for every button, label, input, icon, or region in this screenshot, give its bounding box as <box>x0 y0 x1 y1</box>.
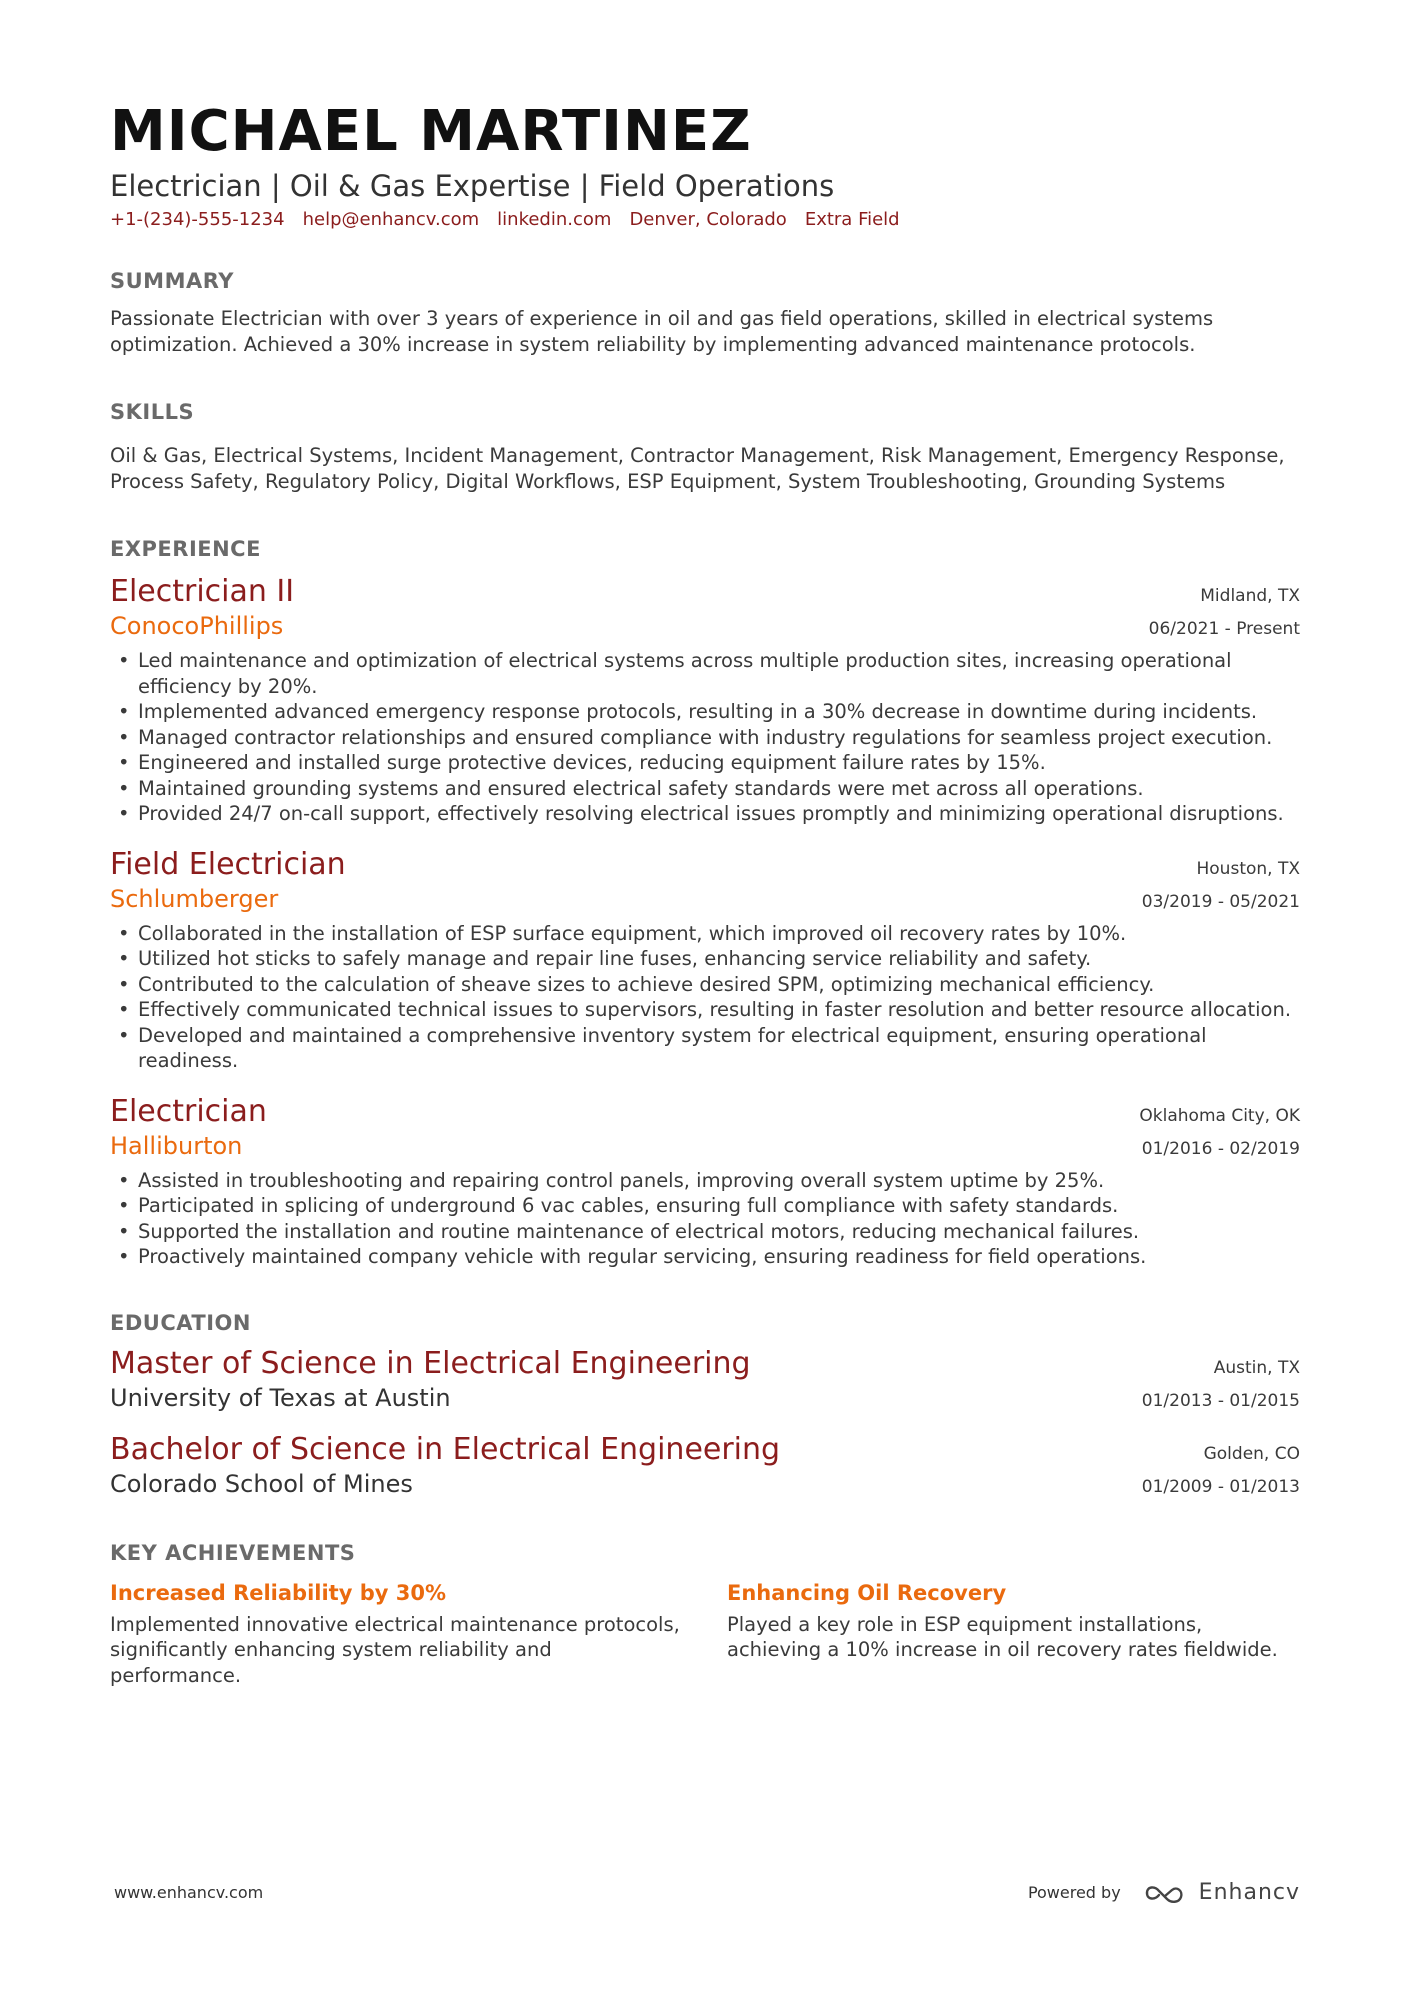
education-dates: 01/2013 - 01/2015 <box>1141 1390 1300 1411</box>
achievement-text: Played a key role in ESP equipment installations, achieving a 10% increase in oil recovery rates fieldwide. <box>727 1612 1278 1661</box>
page-footer <box>114 1880 1300 1905</box>
job-entry <box>110 847 1300 1074</box>
achievements-grid <box>110 1578 1300 1689</box>
candidate-headline: Electrician | Oil & Gas Expertise | Field Operations <box>110 169 835 203</box>
job-role: Electrician <box>110 1093 267 1129</box>
job-location: Midland, TX <box>1200 586 1300 606</box>
job-bullet: • Engineered and installed surge protective devices, reducing equipment failure rates by 15%. <box>110 750 1300 776</box>
job-bullet: • Assisted in troubleshooting and repairing control panels, improving overall system uptime by 25%. <box>110 1168 1300 1194</box>
job-dates: 01/2016 - 02/2019 <box>1141 1138 1300 1159</box>
contact-linkedin[interactable]: linkedin.com <box>497 209 612 230</box>
job-location: Oklahoma City, OK <box>1139 1105 1300 1126</box>
education-entry <box>110 1432 1300 1500</box>
powered-by <box>1028 1880 1300 1905</box>
job-bullets <box>110 1168 1300 1270</box>
school-name: Colorado School of Mines <box>110 1469 413 1498</box>
job-bullet: • Managed contractor relationships and ensured compliance with industry regulations for seamless project execution. <box>110 725 1300 751</box>
section-title-summary: SUMMARY <box>110 269 234 293</box>
contact-extra-field: Extra Field <box>804 209 900 230</box>
job-bullet: • Collaborated in the installation of ESP surface equipment, which improved oil recovery rates by 10%. <box>110 921 1300 947</box>
job-location: Houston, TX <box>1196 858 1300 879</box>
enhancv-logo-icon <box>1143 1881 1189 1905</box>
job-bullet: • Provided 24/7 on-call support, effectively resolving electrical issues promptly and minimizing operational disruptions. <box>110 801 1300 827</box>
achievements-section <box>110 1540 1300 1689</box>
job-company: Halliburton <box>110 1131 243 1160</box>
job-bullet: • Developed and maintained a comprehensive inventory system for electrical equipment, ensuring operational readiness. <box>110 1023 1300 1074</box>
footer-url[interactable]: www.enhancv.com <box>114 1883 264 1902</box>
education-dates: 01/2009 - 01/2013 <box>1141 1476 1300 1497</box>
achievement-item <box>727 1578 1300 1689</box>
section-title-skills: SKILLS <box>110 400 195 424</box>
experience-section <box>110 536 1300 1270</box>
job-entry <box>110 1094 1300 1270</box>
candidate-name: MICHAEL MARTINEZ <box>110 99 752 164</box>
job-company: Schlumberger <box>110 884 279 913</box>
contact-phone[interactable]: +1-(234)-555-1234 <box>110 209 285 230</box>
brand[interactable] <box>1143 1880 1300 1905</box>
job-bullet: • Maintained grounding systems and ensured electrical safety standards were met across all operations. <box>110 776 1300 802</box>
job-dates: 06/2021 - Present <box>1148 619 1300 639</box>
job-bullet: • Implemented advanced emergency response protocols, resulting in a 30% decrease in downtime during incidents. <box>110 699 1300 725</box>
achievement-item <box>110 1578 683 1689</box>
job-bullet: • Supported the installation and routine maintenance of electrical motors, reducing mechanical failures. <box>110 1219 1300 1245</box>
education-section <box>110 1310 1300 1500</box>
education-location: Austin, TX <box>1213 1357 1300 1378</box>
skills-text: Oil & Gas, Electrical Systems, Incident Management, Contractor Management, Risk Management, Emergency Response, Process Safety, Regulatory Policy, Digital Workflows, ESP Equipment, System Troubleshooting, Grounding Systems <box>110 444 1285 493</box>
contact-email[interactable]: help@enhancv.com <box>302 209 480 230</box>
job-bullet: • Effectively communicated technical issues to supervisors, resulting in faster resolution and better resource allocation. <box>110 997 1300 1023</box>
achievement-title: Enhancing Oil Recovery <box>727 1580 1007 1605</box>
degree-title: Bachelor of Science in Electrical Engineering <box>110 1431 781 1467</box>
contact-location: Denver, Colorado <box>629 209 787 230</box>
brand-name: Enhancv <box>1198 1880 1300 1905</box>
summary-section <box>110 268 1300 357</box>
contact-info <box>110 208 1300 232</box>
section-title-experience: EXPERIENCE <box>110 537 261 561</box>
job-dates: 03/2019 - 05/2021 <box>1141 891 1300 912</box>
education-entry <box>110 1346 1300 1414</box>
section-title-education: EDUCATION <box>110 1310 251 1335</box>
skills-section <box>110 399 1300 494</box>
job-bullet: • Utilized hot sticks to safely manage and repair line fuses, enhancing service reliability and safety. <box>110 946 1300 972</box>
section-title-achievements: KEY ACHIEVEMENTS <box>110 1540 356 1565</box>
achievement-text: Implemented innovative electrical maintenance protocols, significantly enhancing system reliability and performance. <box>110 1612 680 1687</box>
summary-text: Passionate Electrician with over 3 years of experience in oil and gas field operations, skilled in electrical systems optimization. Achieved a 30% increase in system reliability by implementing advanced maintenance protocols. <box>110 307 1214 356</box>
job-bullet: • Participated in splicing of underground 6 vac cables, ensuring full compliance with safety standards. <box>110 1193 1300 1219</box>
job-company: ConocoPhillips <box>110 612 284 640</box>
education-location: Golden, CO <box>1203 1443 1300 1464</box>
powered-by-label: Powered by <box>1027 1883 1121 1902</box>
degree-title: Master of Science in Electrical Engineering <box>110 1345 751 1381</box>
school-name: University of Texas at Austin <box>110 1383 451 1412</box>
job-bullet: • Led maintenance and optimization of electrical systems across multiple production sites, increasing operational efficiency by 20%. <box>110 648 1300 699</box>
resume-header <box>110 100 1300 232</box>
job-role: Field Electrician <box>110 846 346 882</box>
job-bullet: • Proactively maintained company vehicle with regular servicing, ensuring readiness for field operations. <box>110 1244 1300 1270</box>
job-bullet: • Contributed to the calculation of sheave sizes to achieve desired SPM, optimizing mechanical efficiency. <box>110 972 1300 998</box>
job-bullets <box>110 921 1300 1074</box>
achievement-title: Increased Reliability by 30% <box>110 1580 447 1605</box>
job-role: Electrician II <box>110 574 295 609</box>
job-bullets <box>110 648 1300 827</box>
job-entry <box>110 574 1300 827</box>
